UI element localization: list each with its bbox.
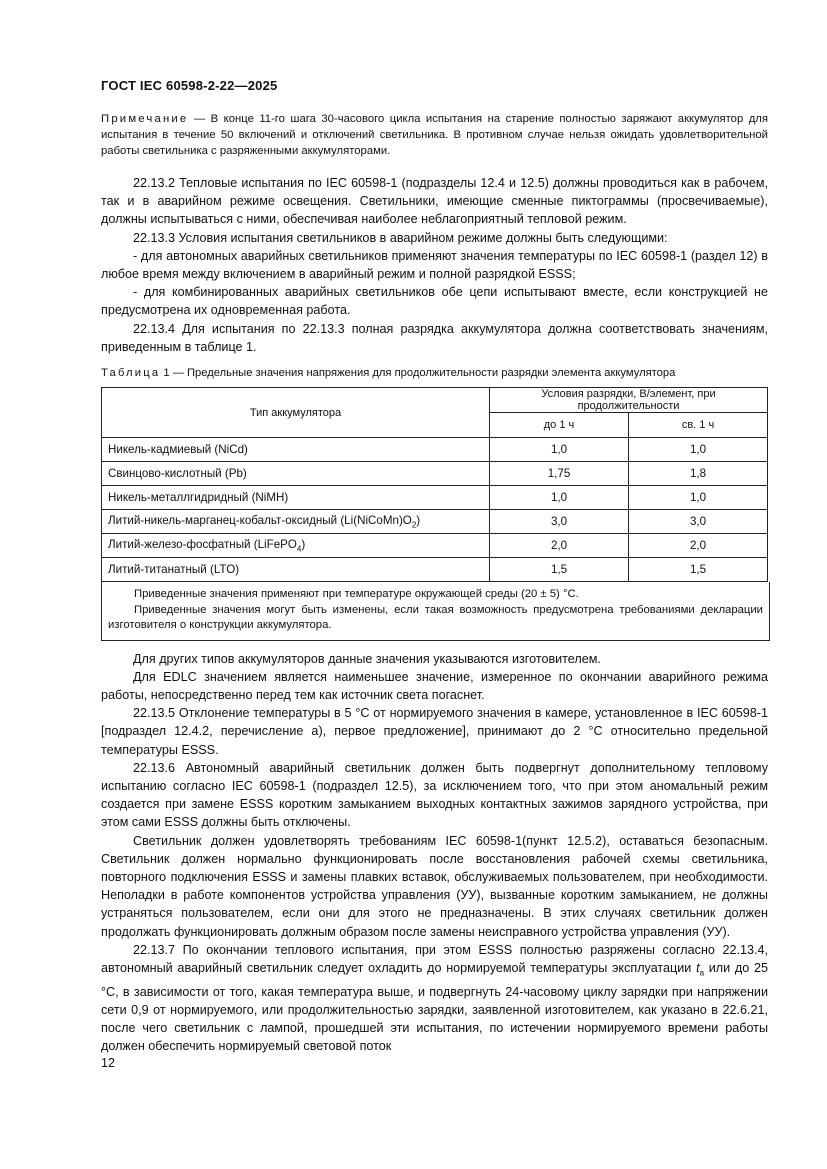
note-paragraph <box>101 111 768 159</box>
table-row <box>102 462 768 486</box>
page-number: 12 <box>101 1056 115 1070</box>
table-header-row <box>102 388 768 413</box>
table-notes <box>101 582 770 641</box>
paragraph-22-13-6: 22.13.6 Автономный аварийный светильник должен быть подвергнут дополнительному тепловому испытанию согласно IEC 60598-1 (подраздел 12.5), за исключением того, что при этом аномальный режим создается при замене ESSS коротким замыканием выходных контактных зажимов зарядного устройства, при этом сами ESSS должны быть отключены. <box>101 760 768 830</box>
battery-voltage-table <box>101 387 768 582</box>
cell-up-to-1h: 3,0 <box>490 510 629 534</box>
cell-over-1h: 1,8 <box>629 462 768 486</box>
cell-up-to-1h: 1,5 <box>490 558 629 582</box>
cell-over-1h: 3,0 <box>629 510 768 534</box>
table-note: Приведенные значения применяют при температуре окружающей среды (20 ± 5) °С. <box>134 588 579 601</box>
cell-over-1h: 1,5 <box>629 558 768 582</box>
document-header: ГОСТ IEC 60598-2-22—2025 <box>101 78 278 93</box>
cell-over-1h: 2,0 <box>629 534 768 558</box>
battery-type-main: Литий-железо-фосфатный (LiFePO <box>108 537 297 551</box>
cell-battery-type <box>102 510 490 534</box>
header-up-to-1h: до 1 ч <box>490 413 629 438</box>
table-row <box>102 438 768 462</box>
cell-up-to-1h: 1,0 <box>490 486 629 510</box>
table-row <box>102 486 768 510</box>
header-discharge-conditions: Условия разрядки, В/элемент, при продолжительности <box>490 388 768 413</box>
paragraph-22-13-7 <box>101 941 768 1056</box>
paragraph-22-13-2: 22.13.2 Тепловые испытания по IEC 60598-1 (подразделы 12.4 и 12.5) должны проводиться как в рабочем, так и в аварийном режиме освещения. Светильники, имеющие сменные пиктограммы (просвечиваемые), должны испытываться с ними, обеспечивая наиболее неблагоприятный тепловой режим. <box>101 176 768 227</box>
paragraph-22-13-5: 22.13.5 Отклонение температуры в 5 °С от нормируемого значения в камере, установленное в IEC 60598-1 [подраздел 12.4.2, перечисление а), первое предложение], принимают до 2 °С относительно предельной температуры ESSS. <box>101 706 768 757</box>
cell-battery-type: Свинцово-кислотный (Pb) <box>102 462 490 486</box>
cell-up-to-1h: 1,75 <box>490 462 629 486</box>
paragraph-22-13-3: 22.13.3 Условия испытания светильников в аварийном режиме должны быть следующими: <box>133 230 668 245</box>
note-label: Примечание <box>101 113 189 125</box>
cell-battery-type <box>102 534 490 558</box>
table-note: Приведенные значения могут быть изменены, если такая возможность предусмотрена требованиями декларации изготовителя о конструкции аккумулятора. <box>108 603 763 632</box>
variable-t: t <box>696 960 700 975</box>
paragraph-luminaire-safety: Светильник должен удовлетворять требованиям IEC 60598-1(пункт 12.5.2), оставаться безопасным. Светильник должен нормально функционировать после восстановления рабочей схемы светильника, повторного подключения ESSS и замены плавких вставок, обслуживаемых пользователем, при необходимости. Неполадки в работе компонентов устройства управления (УУ), вызванные коротким замыканием, не должны устраняться пользователем, если они для этого не предназначены. В этих случаях светильник должен продолжать функционировать должным образом после замены неисправного устройства управления (УУ). <box>101 833 768 939</box>
table-caption-label: Таблица <box>101 367 161 380</box>
list-item-combined: - для комбинированных аварийных светильников обе цепи испытывают вместе, если конструкцией не предусмотрена их одновременная работа. <box>101 285 768 318</box>
variable-subscript: a <box>699 968 705 978</box>
list-item-autonomous: - для автономных аварийных светильников применяют значения температуры по IEC 60598-1 (раздел 12) в любое время между включением в аварийный режим и полной разрядкой ESSS; <box>101 248 768 282</box>
cell-battery-type: Никель-металлгидридный (NiMH) <box>102 486 490 510</box>
note-text: — В конце 11-го шага 30-часового цикла испытания на старение полностью заряжают аккумулятор для испытания в течение 50 включений и отключений светильника. В противном случае нельзя ожидать удовлетворительной работы светильника с разряженными аккумуляторами. <box>101 113 768 157</box>
battery-type-subscript: 2 <box>411 520 417 530</box>
paragraph-edlc: Для EDLC значением является наименьшее значение, измеренное по окончании аварийного режима работы, непосредственно перед тем как источник света погаснет. <box>101 669 768 702</box>
paragraph-text: или до 25 °С, в зависимости от того, какая температура выше, и подвергнуть 24-часовому циклу зарядки при напряжении сети 0,9 от нормируемого, или продолжительностью зарядки, заявленной изготовителем, как указано в 22.6.21, после чего светильник с лампой, прошедшей эти испытания, по истечении нормируемого времени работы должен обеспечить нормируемый световой поток <box>101 960 768 1054</box>
paragraph-text: 22.13.7 По окончании теплового испытания, при этом ESSS полностью разряжены согласно 22.13.4, автономный аварийный светильник следует охладить до нормируемой температуры эксплуатации <box>101 942 768 975</box>
table-row <box>102 558 768 582</box>
cell-battery-type: Никель-кадмиевый (NiCd) <box>102 438 490 462</box>
cell-battery-type: Литий-титанатный (LTO) <box>102 558 490 582</box>
paragraph-22-13-4: 22.13.4 Для испытания по 22.13.3 полная разрядка аккумулятора должна соответствовать значениям, приведенным в таблице 1. <box>101 321 768 354</box>
table-row <box>102 534 768 558</box>
cell-over-1h: 1,0 <box>629 438 768 462</box>
battery-type-end: ) <box>416 513 421 527</box>
page-content <box>101 111 768 1056</box>
table-caption-text: 1 — Предельные значения напряжения для продолжительности разрядки элемента аккумулятора <box>160 367 676 380</box>
paragraph-other-types: Для других типов аккумуляторов данные значения указываются изготовителем. <box>133 651 601 666</box>
cell-over-1h: 1,0 <box>629 486 768 510</box>
table-caption <box>101 365 768 381</box>
table-row <box>102 510 768 534</box>
header-battery-type: Тип аккумулятора <box>102 388 490 438</box>
cell-up-to-1h: 1,0 <box>490 438 629 462</box>
battery-type-end: ) <box>301 537 306 551</box>
header-over-1h: св. 1 ч <box>629 413 768 438</box>
battery-type-main: Литий-никель-марганец-кобальт-оксидный (Li(NiCoMn)O <box>108 513 412 527</box>
battery-type-subscript: 4 <box>296 544 302 554</box>
cell-up-to-1h: 2,0 <box>490 534 629 558</box>
